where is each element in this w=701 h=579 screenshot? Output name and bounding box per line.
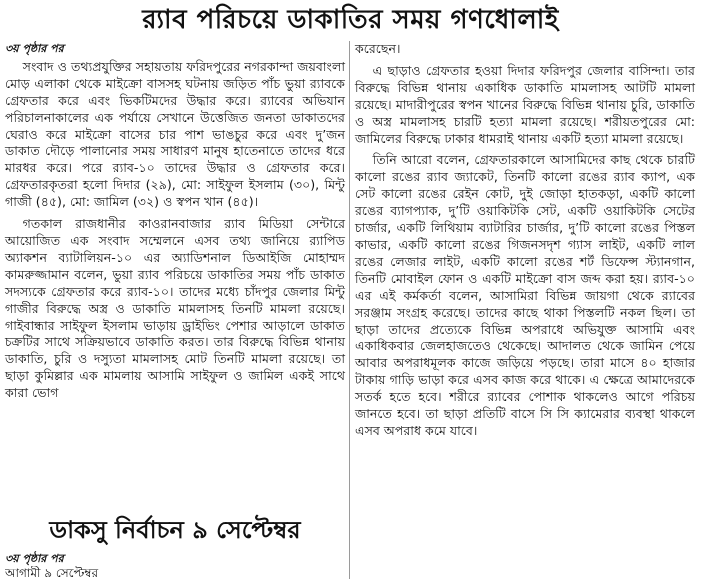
- article-headline: র‍্যাব পরিচয়ে ডাকাতির সময় গণধোলাই: [142, 5, 559, 35]
- body-paragraph: এ ছাড়াও গ্রেফতার হওয়া দিদার ফরিদপুর জেলার বাসিন্দা। তার বিরুদ্ধে বিভিন্ন থানায় একাধিক ডাকাতি মামলাসহ আটটি মামলা রয়েছে। মাদারীপুরের স্বপন খানের বিরুদ্ধে বিভিন্ন থানায় চুরি, ডাকাতি ও অস্ত্র মামলাসহ চারটি হত্যা মামলা রয়েছে। শরীয়তপুরের মো: জামিলের বিরুদ্ধে ঢাকার ধামরাই থানায় একটি হত্যা মামলা রয়েছে।: [355, 62, 695, 146]
- body-paragraph: করেছেন।: [355, 41, 401, 56]
- right-column: [355, 41, 695, 440]
- second-article-headline: ডাকসু নির্বাচন ৯ সেপ্টেম্বর: [49, 516, 301, 544]
- second-article-kicker: ৩য় পৃষ্ঠার পর: [5, 552, 64, 565]
- body-paragraph: সংবাদ ও তথ্যপ্রযুক্তির সহায়তায় ফরিদপুরের নগরকান্দা জয়বাংলা মোড় এলাকা থেকে মাইক্রো বাসসহ ঘটনায় জড়িত পাঁচ ভুয়া র‍্যাবকে গ্রেফতার করে এবং ভিকটিমদের উদ্ধার করে। র‍্যাবের অভিযান পরিচালনাকালের এক পর্যায়ে সেখানে উত্তেজিত জনতা ডাকাতদের ঘেরাও করে মাইক্রো বাসের চার পাশ ভাঙচুর করে এবং দু’জন ডাকাত দৌড়ে পালানোর সময় সাধারণ মানুষ হাতেনাতে তাদের ধরে মারধর করে। পরে র‍্যাব-১০ তাদের উদ্ধার ও গ্রেফতার করে। গ্রেফতারকৃতরা হলো দিদার (২৯), মো: সাইফুল ইসলাম (৩০), মিন্টু গাজী (৪৫), মো: জামিল (৩২) ও স্বপন খান (৪৫)।: [5, 58, 345, 210]
- column-divider: [349, 41, 350, 579]
- left-column: [5, 41, 345, 402]
- continuation-kicker: ৩য় পৃষ্ঠার পর: [5, 42, 64, 55]
- body-paragraph: গতকাল রাজধানীর কাওরানবাজার র‍্যাব মিডিয়া সেন্টারে আয়োজিত এক সংবাদ সম্মেলনে এসব তথ্য জানিয়ে র‍্যাপিড অ্যাকশন ব্যাটালিয়ন-১০ এর অ্যাডিশনাল ডিআইজি মোহাম্মদ কামরুজ্জামান বলেন, ভুয়া র‍্যাব পরিচয়ে ডাকাতির সময় পাঁচ ডাকাত সদস্যকে গ্রেফতার করে র‍্যাব-১০। তাদের মধ্যে চাঁদপুর জেলার মিন্টু গাজীর বিরুদ্ধে অস্ত্র ও ডাকাতি মামলাসহ তিনটি মামলা রয়েছে। গাইবান্ধার সাইফুল ইসলাম ভাড়ায় ড্রাইভিং পেশার আড়ালে ডাকাত চক্রটির সাথে সক্রিয়ভাবে ডাকাতি করত। তার বিরুদ্ধে বিভিন্ন থানায় ডাকাতি, চুরি ও দস্যুতা মামলাসহ মোট তিনটি মামলা রয়েছে। তা ছাড়া কুমিল্লার এক মামলায় আসামি সাইফুল ও জামিল একই সাথে কারা ভোগ: [5, 216, 345, 401]
- second-article-cut-text: আগামী ৯ সেপ্টেম্বর: [5, 566, 99, 579]
- body-paragraph: তিনি আরো বলেন, গ্রেফতারকালে আসামিদের কাছ থেকে চারটি কালো রঙের র‍্যাব জ্যাকেট, তিনটি কালো রঙের র‍্যাব ক্যাপ, এক সেট কালো রঙের রেইন কোট, দুই জোড়া হাতকড়া, একটি কালো রঙের ব্যাগপ্যাক, দু’টি ওয়াকিটকি সেট, একটি ওয়াকিটকি সেটের চার্জার, একটি লিথিয়াম ব্যাটারির চার্জার, দু’টি কালো রঙের পিস্তল কাভার, একটি কালো রঙের গিজনসদৃশ গ্যাস লাইট, একটি লাল রঙের লেজার লাইট, একটি কালো রঙের শর্ট ডিফেন্স স্ট্যানগান, তিনটি মোবাইল ফোন ও একটি মাইক্রো বাস জব্দ করা হয়। র‍্যাব-১০ এর এই কর্মকর্তা বলেন, আসামিরা বিভিন্ন জায়গা থেকে র‍্যাবের সরঞ্জাম সংগ্রহ করেছে। তাদের কাছে থাকা পিস্তলটি নকল ছিল। তা ছাড়া তাদের প্রত্যেকে বিভিন্ন অপরাধে অভিযুক্ত আসামি এবং একাধিকবার জেলহাজতেও থেকেছে। আদালত থেকে জামিন পেয়ে আবার অপরাধমূলক কাজে জড়িয়ে পড়ছে। তারা মাসে ৪০ হাজার টাকায় গাড়ি ভাড়া করে এসব কাজ করে থাকে। এ ক্ষেত্রে আমাদেরকে সতর্ক হতে হবে। শরীরে র‍্যাবের পোশাক থাকলেও আগে পরিচয় জানতে হবে। তা ছাড়া প্রতিটি বাসে সি সি ক্যামেরার ব্যবস্থা থাকলে এসব অপরাধ কমে যাবে।: [355, 152, 695, 438]
